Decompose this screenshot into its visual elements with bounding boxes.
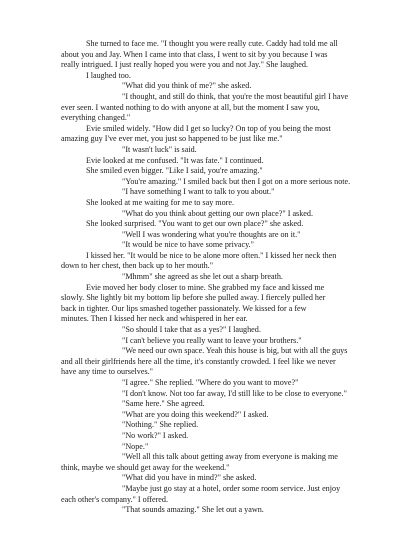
text-line: Evie smiled widely. "How did I get so lucky? On top of you being the most — [86, 123, 331, 133]
text-line: "Same here." She agreed. — [122, 399, 205, 409]
text-line: She smiled even bigger. "Like I said, you're amazing." — [86, 166, 263, 176]
text-line: "I have something I want to talk to you about." — [122, 187, 275, 197]
text-line: I laughed too. — [86, 70, 131, 80]
text-line: think, maybe we should get away for the weekend." — [61, 462, 230, 472]
text-line: She looked surprised. "You want to get our own place?" she asked. — [86, 219, 304, 229]
text-line: "Nope." — [122, 441, 149, 451]
text-line: "I don't know. Not too far away, I'd still like to be close to everyone." — [122, 388, 347, 398]
text-line: slowly. She lightly bit my bottom lip before she pulled away. I fiercely pulled her — [61, 293, 326, 303]
text-line: each other's company." I offered. — [61, 494, 168, 504]
text-line: "No work?" I asked. — [122, 430, 189, 440]
text-line: She turned to face me. "I thought you were really cute. Caddy had told me all — [86, 39, 338, 48]
text-line: "I thought, and still do think, that you're the most beautiful girl I have — [122, 91, 349, 101]
text-line: down to her chest, then back up to her mouth." — [61, 261, 214, 271]
text-line: "I agree." She replied. "Where do you want to move?" — [122, 378, 299, 387]
text-line: "Well I was wondering what you're thoughts are on it." — [122, 229, 301, 239]
text-line: "It wasn't luck" is said. — [122, 144, 197, 154]
text-line: "So should I take that as a yes?" I laughed. — [122, 325, 261, 335]
text-line: Evie looked at me confused. "It was fate." I continued. — [86, 155, 264, 165]
text-line: "What do you think about getting our own place?" I asked. — [122, 208, 313, 218]
text-line: "I can't believe you really want to leave your brothers." — [122, 335, 302, 345]
text-line: minutes. Then I kissed her neck and whispered in her ear. — [61, 314, 248, 324]
text-line: amazing guy I've ever met, you just so happened to be just like me." — [61, 134, 283, 144]
text-line: back in tighter. Our lips smashed together passionately. We kissed for a few — [61, 303, 307, 313]
text-line: "It would be nice to have some privacy." — [122, 240, 255, 250]
text-line: I kissed her. "It would be nice to be alone more often." I kissed her neck then — [86, 250, 337, 260]
text-line: "Well all this talk about getting away from everyone is making me — [122, 452, 338, 462]
text-line: "What did you think of me?" she asked. — [122, 81, 252, 91]
text-line: "Nothing." She replied. — [122, 420, 199, 430]
text-line: ever seen. I wanted nothing to do with anyone at all, but the moment I saw you, — [61, 102, 320, 112]
text-line: "You're amazing." I smiled back but then I got on a more serious note. — [122, 176, 351, 186]
text-line: "What are you doing this weekend?" I asked. — [122, 409, 269, 419]
text-line: everything changed." — [61, 113, 131, 123]
text-line: and all their girlfriends here all the time, it's constantly crowded. I feel like we never — [61, 356, 336, 366]
text-line: really intrigued. I just really hoped you were you and not Jay." She laughed. — [61, 60, 308, 70]
text-line: She looked at me waiting for me to say more. — [86, 197, 235, 207]
text-line: Evie moved her body closer to mine. She grabbed my face and kissed me — [86, 282, 325, 292]
text-line: "Maybe just go stay at a hotel, order some room service. Just enjoy — [122, 483, 341, 493]
text-line: about you and Jay. When I came into that class, I went to sit by you because I was — [61, 49, 328, 59]
text-line: "That sounds amazing." She let out a yawn. — [122, 505, 264, 515]
text-line: "What did you have in mind?" she asked. — [122, 473, 257, 483]
text-line: "Mhmm" she agreed as she let out a sharp breath. — [122, 272, 283, 282]
text-line: "We need our own space. Yeah this house is big, but with all the guys — [122, 346, 348, 356]
text-line: have any time to ourselves." — [61, 367, 153, 377]
